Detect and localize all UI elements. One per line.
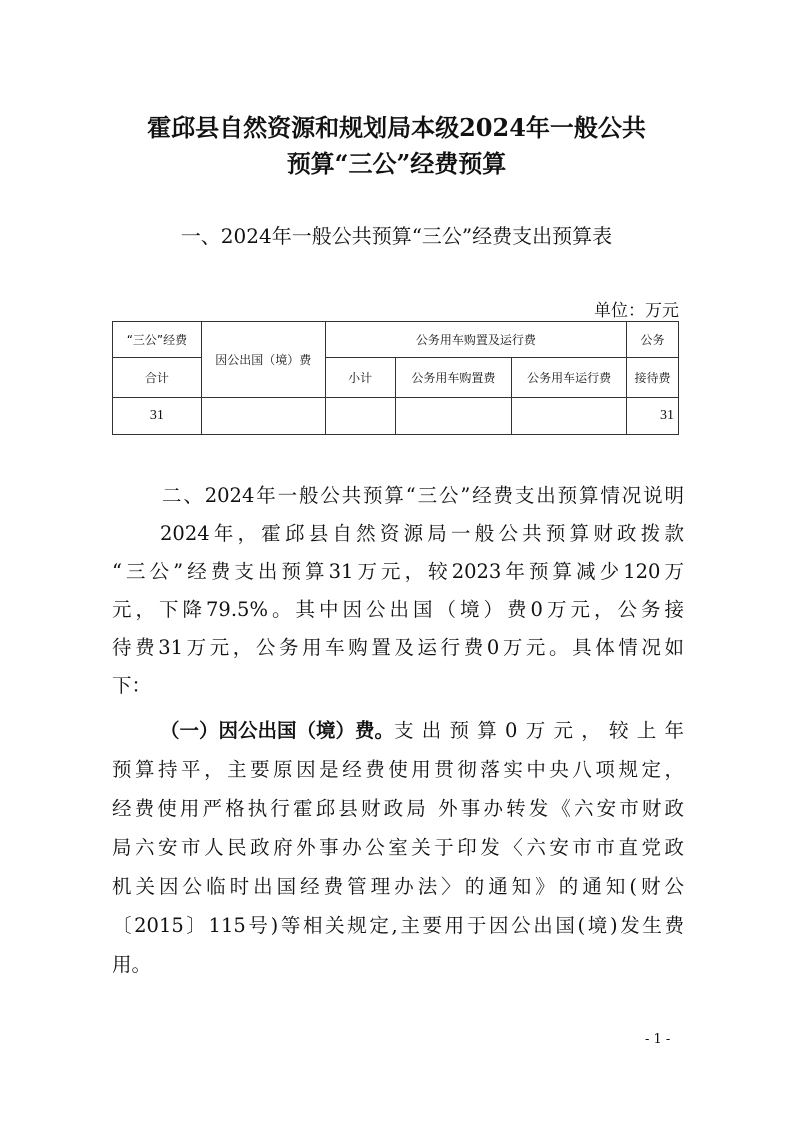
- section-2-heading: 二、2024年一般公共预算“三公”经费支出预算情况说明: [162, 484, 684, 507]
- para2-line: 〔2015〕115号)等相关规定,主要用于因公出国(境)发生费: [112, 914, 684, 937]
- title-line-2: 预算“三公”经费预算: [286, 149, 507, 178]
- section-1-heading: 一、2024年一般公共预算“三公”经费支出预算表: [180, 224, 613, 248]
- para2-first-line: [160, 712, 684, 750]
- cell-reception: 31: [627, 398, 679, 435]
- header-total: [113, 322, 202, 358]
- header-reception-line1: 公务: [640, 333, 665, 347]
- para2-line: 机关因公临时出国经费管理办法〉的通知》的通知(财公: [112, 875, 684, 898]
- cell-subtotal: [325, 398, 395, 435]
- para1-line: 待费31万元，公务用车购置及运行费0万元。具体情况如: [112, 636, 684, 659]
- para2-line: 预算持平，主要原因是经费使用贯彻落实中央八项规定，: [112, 758, 684, 781]
- para2-line: 用。: [112, 953, 152, 976]
- para1-line: 元，下降79.5%。其中因公出国（境）费0万元，公务接: [112, 598, 684, 621]
- cell-total: 31: [113, 398, 202, 435]
- unit-label: 单位：万元: [594, 301, 679, 321]
- header-car-run: 公务用车运行费: [512, 358, 627, 398]
- cell-abroad: [201, 398, 325, 435]
- para2-line: 经费使用严格执行霍邱县财政局 外事办转发《六安市财政: [112, 797, 684, 820]
- header-car-buy: 公务用车购置费: [395, 358, 512, 398]
- para2-heading: （一）因公出国（境）费。: [160, 719, 395, 742]
- page-number: - 1 -: [645, 1032, 671, 1047]
- cell-car-buy: [395, 398, 512, 435]
- para1-line: 2024年，霍邱县自然资源局一般公共预算财政拨款: [160, 522, 684, 545]
- header-abroad: 因公出国（境）费: [201, 322, 325, 398]
- header-subtotal: 小计: [325, 358, 395, 398]
- para2-line: 局六安市人民政府外事办公室关于印发〈六安市市直党政: [112, 836, 684, 859]
- cell-car-run: [512, 398, 627, 435]
- table-row: [113, 398, 679, 435]
- title-line-1: 霍邱县自然资源和规划局本级2024年一般公共: [147, 113, 646, 142]
- para1-line: 下：: [112, 674, 152, 697]
- para1-line: “三公”经费支出预算31万元，较2023年预算减少120万: [112, 560, 684, 583]
- header-reception: [627, 322, 679, 358]
- para2-line: 支出预算0万元，较上年: [394, 719, 684, 742]
- budget-table: [112, 321, 679, 435]
- header-reception-2: 接待费: [627, 358, 679, 398]
- header-total-line1: “三公”经费: [126, 333, 188, 347]
- header-total-2: 合计: [113, 358, 202, 398]
- header-car: 公务用车购置及运行费: [325, 322, 626, 358]
